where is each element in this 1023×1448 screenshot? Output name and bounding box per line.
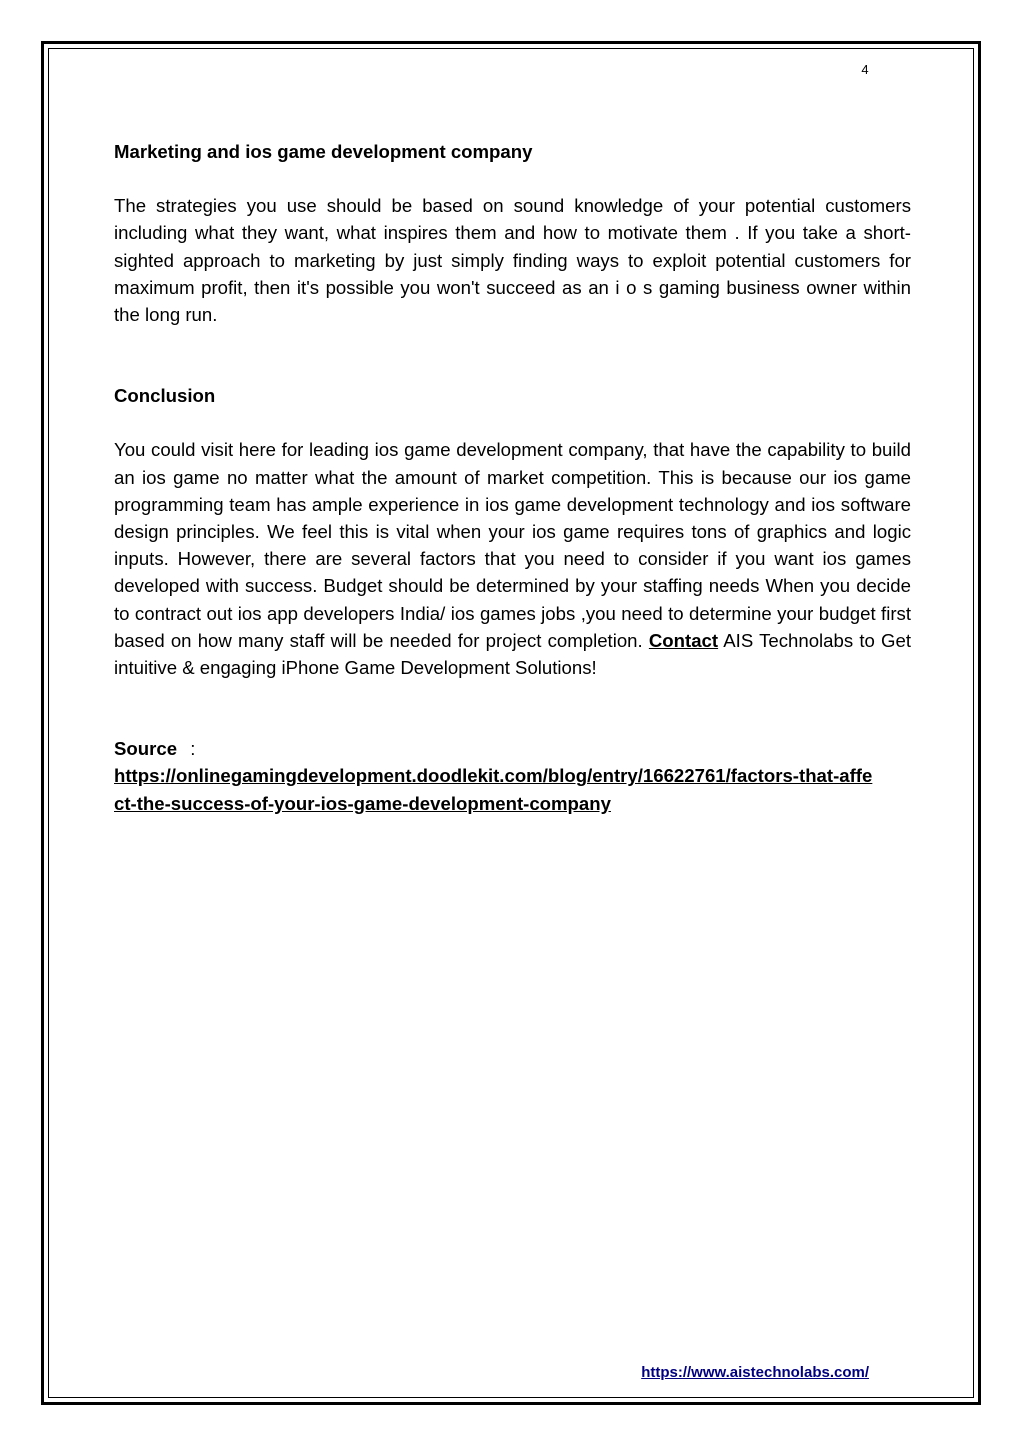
- source-separator: :: [190, 738, 196, 760]
- paragraph-marketing: The strategies you use should be based on sound knowledge of your potential customers including what they want, what inspires them and how to motivate them . If you take a short-sighted approach to marketing by just simply finding ways to exploit potential customers for maximum profit, then it's possible you won't succeed as an i o s gaming business owner within the long run.: [114, 195, 911, 326]
- source-url-link[interactable]: https://onlinegamingdevelopment.doodlekit.com/blog/entry/16622761/factors-that-affect-the-success-of-your-ios-game-development-company: [114, 765, 873, 814]
- source-label: Source: [114, 738, 178, 760]
- document-body: [114, 138, 911, 817]
- paragraph-conclusion: [114, 436, 911, 681]
- source-block: [114, 735, 911, 817]
- contact-link[interactable]: Contact: [648, 629, 719, 651]
- conclusion-text-after-link: AIS Technolabs to Get intuitive & engaging iPhone Game Development Solutions!: [114, 629, 911, 679]
- section-heading-conclusion: Conclusion: [114, 385, 216, 407]
- page-number: 4: [861, 62, 869, 77]
- conclusion-text-before-link: You could visit here for leading ios game development company, that have the capability to build an ios game no matter what the amount of market competition. This is because our ios game programming team has ample experience in ios game development technology and ios software design principles. We feel this is vital when your ios game requires tons of graphics and logic inputs. However, there are several factors that you need to consider if you want ios games developed with success. Budget should be determined by your staffing needs When you decide to contract out ios app developers India/ ios games jobs ,you need to determine your budget first based on how many staff will be needed for project completion.: [114, 439, 911, 651]
- footer-website-link[interactable]: https://www.aistechnolabs.com/: [641, 1364, 869, 1381]
- section-heading-marketing: Marketing and ios game development company: [114, 141, 533, 162]
